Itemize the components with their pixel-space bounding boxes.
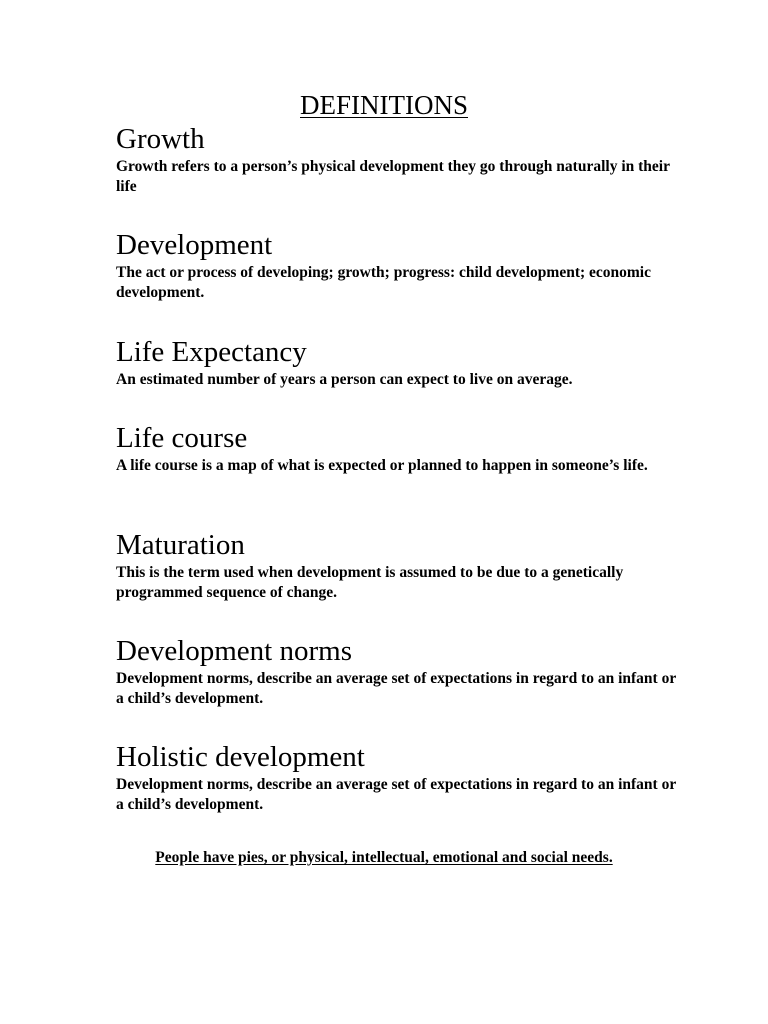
definition-entry-holistic-development [116, 740, 676, 815]
term-heading: Life Expectancy [116, 336, 307, 368]
term-definition: The act or process of developing; growth; progress: child development; economic development. [116, 264, 651, 301]
term-definition: Growth refers to a person’s physical development they go through naturally in their life [116, 158, 670, 195]
term-heading: Growth [116, 123, 205, 155]
term-heading: Development norms [116, 635, 352, 667]
definition-entry-growth [116, 122, 676, 197]
term-definition: Development norms, describe an average set of expectations in regard to an infant or a child’s development. [116, 670, 676, 707]
term-heading: Maturation [116, 529, 245, 561]
term-definition: A life course is a map of what is expected or planned to happen in someone’s life. [116, 457, 648, 474]
definition-entry-development [116, 228, 676, 303]
footer-note: People have pies, or physical, intellectual, emotional and social needs. [155, 849, 613, 866]
page-title: DEFINITIONS [300, 90, 468, 120]
term-heading: Life course [116, 422, 248, 454]
definition-entry-development-norms [116, 634, 676, 709]
definition-entry-maturation [116, 528, 676, 603]
term-heading: Development [116, 229, 273, 261]
term-definition: Development norms, describe an average set of expectations in regard to an infant or a child’s development. [116, 776, 676, 813]
term-definition: This is the term used when development is assumed to be due to a genetically programmed sequence of change. [116, 564, 624, 601]
definition-entry-life-expectancy [116, 335, 676, 390]
term-heading: Holistic development [116, 741, 365, 773]
term-definition: An estimated number of years a person can expect to live on average. [116, 371, 573, 388]
definition-entry-life-course [116, 421, 676, 476]
